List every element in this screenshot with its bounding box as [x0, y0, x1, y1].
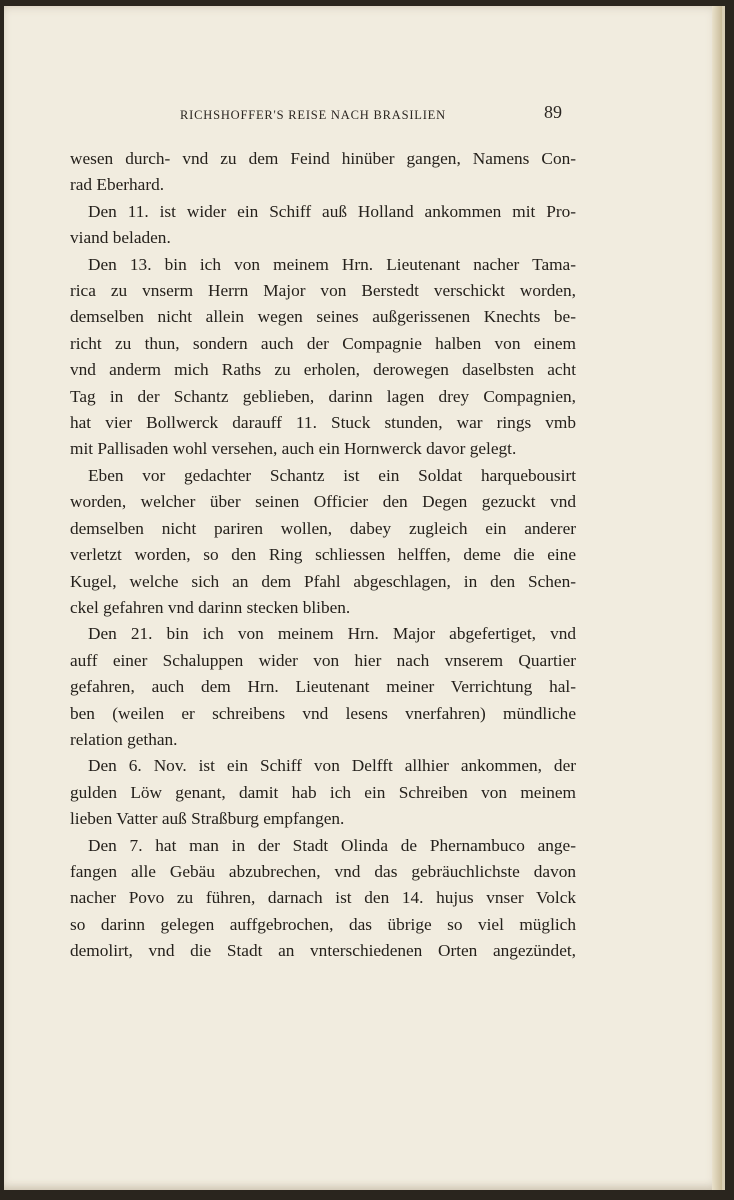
text-line: Kugel, welche sich an dem Pfahl abgeschlagen, in den Schen- — [70, 571, 576, 591]
text-line: Eben vor gedachter Schantz ist ein Soldat harquebousirt — [88, 465, 576, 485]
text-line: Tag in der Schantz geblieben, darinn lagen drey Compagnien, — [70, 386, 576, 406]
text-line: demselben nicht pariren wollen, dabey zugleich ein anderer — [70, 518, 576, 538]
paragraph — [70, 146, 576, 199]
text-line: ckel gefahren vnd darinn stecken bliben. — [70, 597, 351, 617]
paragraph — [70, 252, 576, 463]
text-line: mit Pallisaden wohl versehen, auch ein Hornwerck davor gelegt. — [70, 439, 517, 459]
text-line: richt zu thun, sondern auch der Compagnie halben von einem — [70, 333, 576, 353]
text-line: demselben nicht allein wegen seines außgerissenen Knechts be- — [70, 307, 576, 327]
body-text — [70, 146, 576, 965]
text-line: relation gethan. — [70, 729, 178, 749]
text-line: fangen alle Gebäu abzubrechen, vnd das gebräuchlichste davon — [70, 861, 576, 881]
text-line: rica zu vnserm Herrn Major von Berstedt verschickt worden, — [70, 281, 576, 301]
text-line: gefahren, auch dem Hrn. Lieutenant meiner Verrichtung hal- — [70, 677, 576, 697]
text-line: nacher Povo zu führen, darnach ist den 14. hujus vnser Volck — [70, 888, 576, 908]
text-line: gulden Löw genant, damit hab ich ein Schreiben von meinem — [70, 782, 576, 802]
text-line: worden, welcher über seinen Officier den Degen gezuckt vnd — [70, 492, 576, 512]
paragraph — [70, 199, 576, 252]
text-line: ben (weilen er schreibens vnd lesens vnerfahren) mündliche — [70, 703, 576, 723]
text-line: Den 21. bin ich von meinem Hrn. Major abgefertiget, vnd — [88, 624, 576, 644]
page-number: 89 — [544, 102, 562, 122]
text-line: lieben Vatter auß Straßburg empfangen. — [70, 809, 345, 829]
text-line: vnd anderm mich Raths zu erholen, derowegen daselbsten acht — [70, 360, 576, 380]
text-line: wesen durch- vnd zu dem Feind hinüber gangen, Namens Con- — [70, 149, 576, 168]
text-line: Den 13. bin ich von meinem Hrn. Lieutenant nacher Tama- — [88, 254, 576, 274]
text-line: rad Eberhard. — [70, 175, 165, 195]
paragraph — [70, 753, 576, 832]
text-line: verletzt worden, so den Ring schliessen helffen, deme die eine — [70, 545, 576, 565]
paragraph — [70, 621, 576, 753]
page-edge — [712, 6, 722, 1190]
text-line: Den 6. Nov. ist ein Schiff von Delfft allhier ankommen, der — [88, 756, 576, 776]
text-line: Den 11. ist wider ein Schiff auß Holland ankommen mit Pro- — [88, 201, 576, 221]
book-page — [4, 6, 725, 1190]
text-line: so darinn gelegen auffgebrochen, das übrige so viel müglich — [70, 914, 576, 934]
text-line: demolirt, vnd die Stadt an vnterschiedenen Orten angezündet, — [70, 941, 576, 961]
paragraph — [70, 833, 576, 965]
text-line: Den 7. hat man in der Stadt Olinda de Phernambuco ange- — [88, 835, 576, 855]
text-line: auff einer Schaluppen wider von hier nach vnserem Quartier — [70, 650, 576, 670]
text-line: viand beladen. — [70, 228, 171, 248]
paragraph — [70, 463, 576, 621]
text-line: hat vier Bollwerck darauff 11. Stuck stunden, war rings vmb — [70, 413, 576, 433]
running-head: RICHSHOFFER'S REISE NACH BRASILIEN — [180, 108, 446, 122]
